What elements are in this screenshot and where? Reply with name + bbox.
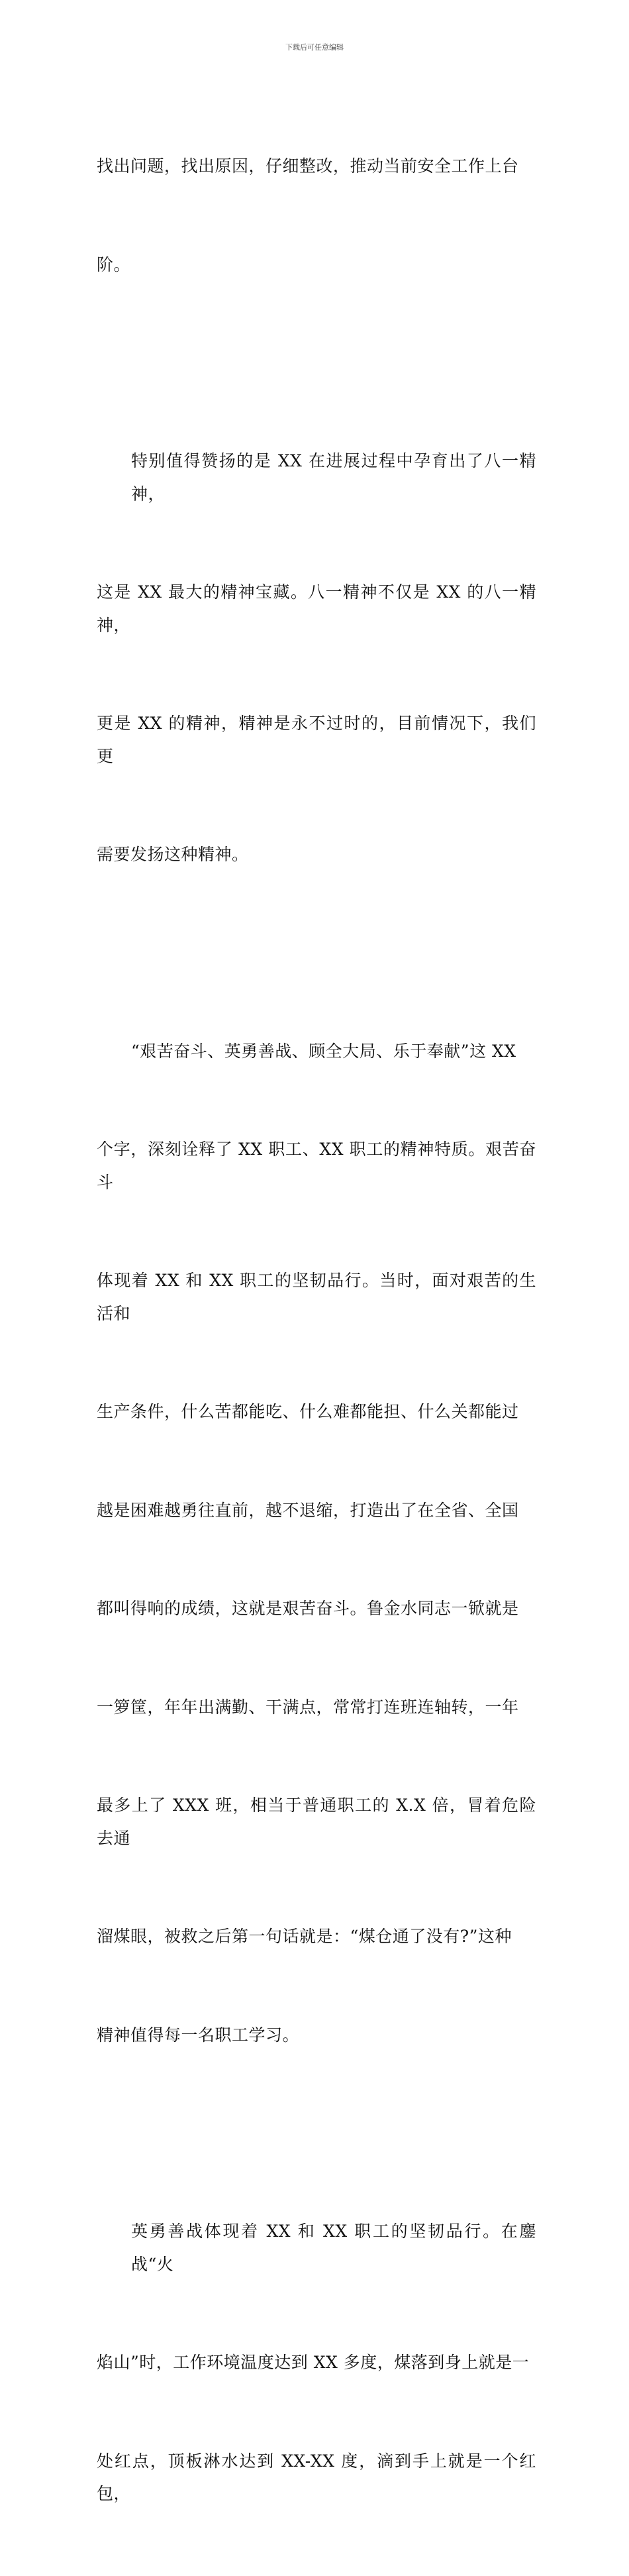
page-header-note: 下载后可任意编辑	[285, 43, 344, 52]
paragraph-line: 这是 XX 最大的精神宝藏。八一精神不仅是 XX 的八一精神，	[97, 582, 536, 635]
paragraph-3	[97, 969, 536, 2118]
paragraph-4	[97, 2149, 536, 2576]
paragraph-line: 更是 XX 的精神，精神是永不过时的，目前情况下，我们更	[97, 714, 536, 766]
paragraph-line: 一箩筐，年年出满勤、干满点，常常打连班连轴转，一年	[97, 1697, 519, 1717]
paragraph-line: “艰苦奋斗、英勇善战、顾全大局、乐于奉献”这 XX	[131, 1041, 516, 1061]
paragraph-line: 都叫得响的成绩，这就是艰苦奋斗。鲁金水同志一锨就是	[97, 1599, 519, 1618]
paragraph-line: 溜煤眼，被救之后第一句话就是：“煤仓通了没有?”这种	[97, 1927, 512, 1946]
paragraph-line: 越是困难越勇往直前，越不退缩，打造出了在全省、全国	[97, 1500, 519, 1520]
paragraph-line: 处红点，顶板淋水达到 XX-XX 度，滴到手上就是一个红包，	[97, 2451, 536, 2503]
paragraph-line: 找出问题，找出原因，仔细整改，推动当前安全工作上台	[97, 156, 519, 176]
paragraph-line: 最多上了 XXX 班，相当于普通职工的 X.X 倍，冒着危险去通	[97, 1796, 536, 1848]
paragraph-line: 体现着 XX 和 XX 职工的坚韧品行。当时，面对艰苦的生活和	[97, 1271, 536, 1323]
paragraph-line: 焰山”时，工作环境温度达到 XX 多度，煤落到身上就是一	[97, 2353, 530, 2372]
paragraph-line: 精神值得每一名职工学习。	[97, 2025, 300, 2045]
paragraph-line: 需要发扬这种精神。	[97, 845, 249, 864]
paragraph-line: 阶。	[97, 254, 131, 274]
paragraph-2	[97, 379, 536, 937]
paragraph-line: 特别值得赞扬的是 XX 在进展过程中孕育出了八一精神，	[131, 451, 536, 504]
paragraph-line: 英勇善战体现着 XX 和 XX 职工的坚韧品行。在鏖战“火	[131, 2222, 536, 2274]
paragraph-line: 个字，深刻诠释了 XX 职工、XX 职工的精神特质。艰苦奋斗	[97, 1140, 536, 1192]
paragraph-line: 生产条件，什么苦都能吃、什么难都能担、什么关都能过	[97, 1402, 519, 1421]
paragraph-1	[97, 84, 536, 347]
document-body	[97, 84, 536, 2576]
